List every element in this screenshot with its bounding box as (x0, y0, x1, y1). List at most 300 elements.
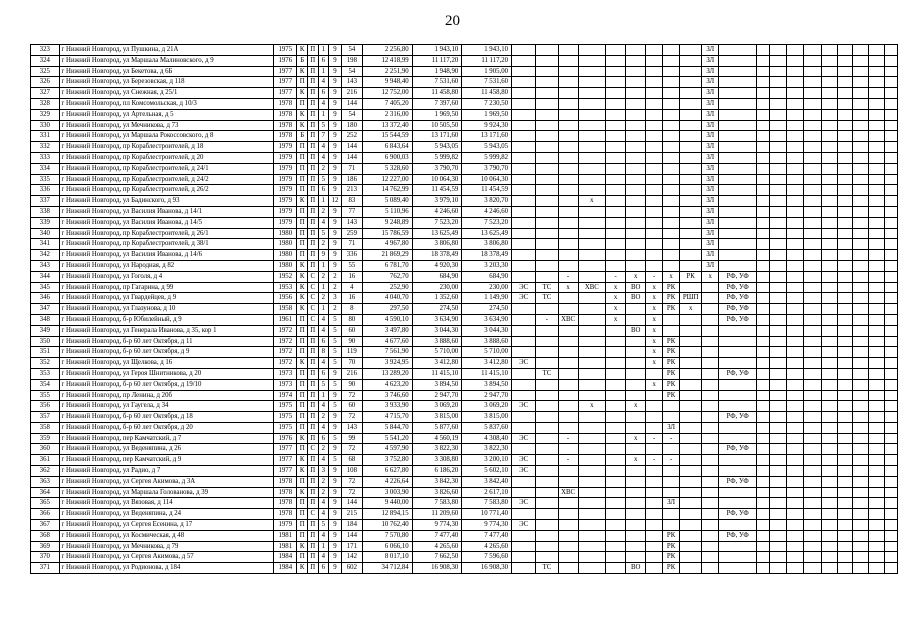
work-type-cell-5 (606, 142, 626, 153)
work-type-cell-20 (885, 66, 898, 77)
total-area-cell: 762,70 (362, 271, 412, 282)
row-number-cell: 337 (31, 196, 60, 207)
work-type-cell-16 (821, 142, 837, 153)
address-cell: г Нижний Новгород, ул Сергея Акимова, д 3А (59, 476, 274, 487)
row-number-cell: 370 (31, 552, 60, 563)
work-type-cell-9 (680, 401, 702, 412)
living-area-cell: 5 877,60 (412, 422, 462, 433)
residential-area-cell: 16 908,30 (462, 563, 512, 574)
total-area-cell: 6 066,10 (362, 541, 412, 552)
work-type-cell-13 (769, 530, 786, 541)
work-type-cell-18 (853, 217, 869, 228)
entrances-cell: 1 (318, 260, 329, 271)
work-type-cell-18 (853, 109, 869, 120)
table-row (31, 217, 898, 228)
work-type-cell-15 (803, 228, 821, 239)
year-built-cell: 1972 (274, 325, 297, 336)
residential-area-cell: 3 806,80 (462, 239, 512, 250)
work-type-cell-4 (578, 66, 605, 77)
work-type-cell-17 (837, 379, 853, 390)
living-area-cell: 230,00 (412, 282, 462, 293)
work-type-cell-8 (663, 77, 680, 88)
entrances-cell: 4 (318, 552, 329, 563)
work-type-cell-6 (626, 250, 646, 261)
table-row (31, 77, 898, 88)
total-area-cell: 6 843,64 (362, 142, 412, 153)
living-area-cell: 4 265,60 (412, 541, 462, 552)
work-type-cell-16 (821, 368, 837, 379)
living-area-cell: 274,50 (412, 304, 462, 315)
work-type-cell-12 (757, 217, 770, 228)
work-type-cell-1 (512, 552, 536, 563)
table-row (31, 120, 898, 131)
year-built-cell: 1977 (274, 66, 297, 77)
work-type-cell-17 (837, 444, 853, 455)
address-cell: г Нижний Новгород, ул Мечникова, д 73 (59, 120, 274, 131)
work-type-cell-19 (869, 520, 885, 531)
work-type-cell-6 (626, 314, 646, 325)
work-type-cell-16 (821, 131, 837, 142)
floor-type-cell: П (307, 239, 318, 250)
work-type-cell-20 (885, 163, 898, 174)
work-type-cell-15 (803, 552, 821, 563)
work-type-cell-10: ЗЛ (702, 260, 719, 271)
residential-area-cell: 10 064,30 (462, 174, 512, 185)
work-type-cell-10: x (702, 271, 719, 282)
floor-type-cell: П (307, 206, 318, 217)
work-type-cell-20 (885, 509, 898, 520)
work-type-cell-11 (719, 552, 757, 563)
work-type-cell-11 (719, 142, 757, 153)
wall-material-cell: П (297, 444, 308, 455)
work-type-cell-20 (885, 530, 898, 541)
floor-type-cell: П (307, 196, 318, 207)
work-type-cell-11: РФ, УФ (719, 271, 757, 282)
work-type-cell-5 (606, 228, 626, 239)
wall-material-cell: П (297, 250, 308, 261)
work-type-cell-15 (803, 509, 821, 520)
total-area-cell: 4 677,60 (362, 336, 412, 347)
floor-type-cell: С (307, 271, 318, 282)
work-type-cell-5 (606, 239, 626, 250)
work-type-cell-4 (578, 487, 605, 498)
work-type-cell-20 (885, 142, 898, 153)
work-type-cell-10 (702, 293, 719, 304)
work-type-cell-17 (837, 304, 853, 315)
work-type-cell-4 (578, 509, 605, 520)
floor-type-cell: П (307, 88, 318, 99)
living-area-cell: 4 246,60 (412, 206, 462, 217)
work-type-cell-16 (821, 260, 837, 271)
residential-area-cell: 3 820,70 (462, 196, 512, 207)
work-type-cell-18 (853, 563, 869, 574)
work-type-cell-12 (757, 250, 770, 261)
floors-cell: 2 (329, 271, 342, 282)
work-type-cell-4 (578, 530, 605, 541)
work-type-cell-8: РК (663, 368, 680, 379)
work-type-cell-18 (853, 444, 869, 455)
work-type-cell-1 (512, 325, 536, 336)
work-type-cell-18 (853, 476, 869, 487)
work-type-cell-13 (769, 131, 786, 142)
floor-type-cell: П (307, 563, 318, 574)
residential-area-cell: 7 596,60 (462, 552, 512, 563)
work-type-cell-15 (803, 185, 821, 196)
work-type-cell-19 (869, 368, 885, 379)
work-type-cell-14 (786, 163, 803, 174)
work-type-cell-20 (885, 206, 898, 217)
apartments-cell: 4 (341, 282, 362, 293)
work-type-cell-2 (536, 228, 558, 239)
work-type-cell-19 (869, 455, 885, 466)
work-type-cell-6: ВО (626, 282, 646, 293)
work-type-cell-18 (853, 487, 869, 498)
work-type-cell-20 (885, 433, 898, 444)
work-type-cell-15 (803, 487, 821, 498)
work-type-cell-4 (578, 552, 605, 563)
total-area-cell: 12 752,00 (362, 88, 412, 99)
work-type-cell-18 (853, 142, 869, 153)
total-area-cell: 2 251,90 (362, 66, 412, 77)
work-type-cell-6 (626, 304, 646, 315)
work-type-cell-7 (646, 498, 663, 509)
work-type-cell-12 (757, 401, 770, 412)
work-type-cell-6 (626, 55, 646, 66)
residential-area-cell: 4 265,60 (462, 541, 512, 552)
residential-area-cell: 2 617,10 (462, 487, 512, 498)
work-type-cell-18 (853, 412, 869, 423)
living-area-cell: 16 908,30 (412, 563, 462, 574)
work-type-cell-13 (769, 520, 786, 531)
work-type-cell-2 (536, 109, 558, 120)
work-type-cell-17 (837, 293, 853, 304)
work-type-cell-2 (536, 401, 558, 412)
work-type-cell-15 (803, 304, 821, 315)
apartments-cell: 60 (341, 401, 362, 412)
work-type-cell-13 (769, 45, 786, 56)
year-built-cell: 1984 (274, 563, 297, 574)
work-type-cell-2 (536, 476, 558, 487)
work-type-cell-10: ЗЛ (702, 131, 719, 142)
work-type-cell-5 (606, 120, 626, 131)
year-built-cell: 1974 (274, 390, 297, 401)
address-cell: г Нижний Новгород, ул Веденяпина, д 24 (59, 509, 274, 520)
living-area-cell: 18 378,49 (412, 250, 462, 261)
work-type-cell-3 (558, 390, 578, 401)
work-type-cell-19 (869, 109, 885, 120)
living-area-cell: 3 044,30 (412, 325, 462, 336)
work-type-cell-6 (626, 206, 646, 217)
entrances-cell: 9 (318, 250, 329, 261)
apartments-cell: 144 (341, 530, 362, 541)
work-type-cell-3 (558, 509, 578, 520)
work-type-cell-16 (821, 109, 837, 120)
living-area-cell: 7 662,50 (412, 552, 462, 563)
work-type-cell-7 (646, 412, 663, 423)
work-type-cell-3 (558, 239, 578, 250)
work-type-cell-7 (646, 476, 663, 487)
total-area-cell: 3 746,60 (362, 390, 412, 401)
work-type-cell-20 (885, 185, 898, 196)
work-type-cell-7 (646, 368, 663, 379)
work-type-cell-4 (578, 304, 605, 315)
living-area-cell: 13 171,60 (412, 131, 462, 142)
work-type-cell-13 (769, 444, 786, 455)
work-type-cell-11 (719, 433, 757, 444)
work-type-cell-11: РФ, УФ (719, 509, 757, 520)
work-type-cell-3 (558, 412, 578, 423)
floors-cell: 9 (329, 552, 342, 563)
entrances-cell: 5 (318, 379, 329, 390)
work-type-cell-18 (853, 466, 869, 477)
work-type-cell-12 (757, 120, 770, 131)
work-type-cell-6 (626, 444, 646, 455)
work-type-cell-12 (757, 228, 770, 239)
work-type-cell-3 (558, 77, 578, 88)
entrances-cell: 3 (318, 466, 329, 477)
work-type-cell-17 (837, 260, 853, 271)
work-type-cell-14 (786, 412, 803, 423)
year-built-cell: 1978 (274, 109, 297, 120)
work-type-cell-5 (606, 466, 626, 477)
work-type-cell-1 (512, 45, 536, 56)
apartments-cell: 144 (341, 142, 362, 153)
floors-cell: 9 (329, 45, 342, 56)
work-type-cell-2: ТС (536, 293, 558, 304)
work-type-cell-20 (885, 325, 898, 336)
work-type-cell-11 (719, 390, 757, 401)
work-type-cell-18 (853, 55, 869, 66)
work-type-cell-18 (853, 325, 869, 336)
work-type-cell-10: ЗЛ (702, 45, 719, 56)
apartments-cell: 80 (341, 314, 362, 325)
work-type-cell-20 (885, 250, 898, 261)
work-type-cell-6 (626, 260, 646, 271)
year-built-cell: 1979 (274, 206, 297, 217)
work-type-cell-1 (512, 206, 536, 217)
row-number-cell: 359 (31, 433, 60, 444)
residential-area-cell: 11 458,80 (462, 88, 512, 99)
work-type-cell-8: ЗЛ (663, 498, 680, 509)
work-type-cell-9 (680, 314, 702, 325)
floor-type-cell: П (307, 476, 318, 487)
work-type-cell-1 (512, 77, 536, 88)
work-type-cell-20 (885, 368, 898, 379)
floor-type-cell: П (307, 530, 318, 541)
work-type-cell-9 (680, 196, 702, 207)
year-built-cell: 1956 (274, 293, 297, 304)
apartments-cell: 72 (341, 476, 362, 487)
table-row (31, 66, 898, 77)
total-area-cell: 5 089,40 (362, 196, 412, 207)
living-area-cell: 11 415,10 (412, 368, 462, 379)
floor-type-cell: П (307, 498, 318, 509)
work-type-cell-1 (512, 336, 536, 347)
work-type-cell-5 (606, 45, 626, 56)
total-area-cell: 10 762,40 (362, 520, 412, 531)
work-type-cell-14 (786, 444, 803, 455)
wall-material-cell: К (297, 487, 308, 498)
work-type-cell-7 (646, 250, 663, 261)
work-type-cell-7 (646, 217, 663, 228)
work-type-cell-2 (536, 509, 558, 520)
floors-cell: 9 (329, 152, 342, 163)
work-type-cell-7 (646, 77, 663, 88)
work-type-cell-1 (512, 304, 536, 315)
work-type-cell-18 (853, 293, 869, 304)
work-type-cell-3 (558, 401, 578, 412)
work-type-cell-5 (606, 196, 626, 207)
work-type-cell-20 (885, 77, 898, 88)
work-type-cell-2 (536, 530, 558, 541)
work-type-cell-19 (869, 271, 885, 282)
table-row (31, 250, 898, 261)
work-type-cell-14 (786, 347, 803, 358)
floor-type-cell: П (307, 45, 318, 56)
work-type-cell-4 (578, 217, 605, 228)
work-type-cell-10: ЗЛ (702, 239, 719, 250)
work-type-cell-15 (803, 379, 821, 390)
work-type-cell-8 (663, 196, 680, 207)
address-cell: г Нижний Новгород, ул Веденяпина, д 26 (59, 444, 274, 455)
year-built-cell: 1978 (274, 120, 297, 131)
work-type-cell-6 (626, 358, 646, 369)
work-type-cell-11 (719, 120, 757, 131)
apartments-cell: 143 (341, 77, 362, 88)
work-type-cell-5 (606, 433, 626, 444)
work-type-cell-2 (536, 271, 558, 282)
work-type-cell-9 (680, 142, 702, 153)
work-type-cell-5 (606, 412, 626, 423)
year-built-cell: 1980 (274, 250, 297, 261)
address-cell: г Нижний Новгород, ул Радио, д 7 (59, 466, 274, 477)
work-type-cell-1 (512, 412, 536, 423)
year-built-cell: 1978 (274, 476, 297, 487)
work-type-cell-13 (769, 88, 786, 99)
work-type-cell-18 (853, 174, 869, 185)
wall-material-cell: П (297, 412, 308, 423)
table-row (31, 509, 898, 520)
work-type-cell-3: ХВС (558, 314, 578, 325)
work-type-cell-6 (626, 347, 646, 358)
work-type-cell-19 (869, 196, 885, 207)
work-type-cell-4 (578, 185, 605, 196)
work-type-cell-17 (837, 196, 853, 207)
year-built-cell: 1975 (274, 45, 297, 56)
floor-type-cell: П (307, 379, 318, 390)
wall-material-cell: К (297, 196, 308, 207)
work-type-cell-18 (853, 314, 869, 325)
work-type-cell-8: РК (663, 336, 680, 347)
floor-type-cell: П (307, 152, 318, 163)
work-type-cell-1 (512, 271, 536, 282)
table-row (31, 563, 898, 574)
work-type-cell-13 (769, 142, 786, 153)
work-type-cell-10 (702, 541, 719, 552)
work-type-cell-14 (786, 293, 803, 304)
work-type-cell-8: РК (663, 379, 680, 390)
work-type-cell-3 (558, 260, 578, 271)
living-area-cell: 2 947,70 (412, 390, 462, 401)
work-type-cell-10 (702, 314, 719, 325)
entrances-cell: 2 (318, 293, 329, 304)
year-built-cell: 1979 (274, 142, 297, 153)
work-type-cell-10: ЗЛ (702, 77, 719, 88)
residential-area-cell: 4 246,60 (462, 206, 512, 217)
residential-area-cell: 7 523,20 (462, 217, 512, 228)
work-type-cell-4 (578, 293, 605, 304)
work-type-cell-6 (626, 422, 646, 433)
work-type-cell-14 (786, 228, 803, 239)
work-type-cell-6 (626, 98, 646, 109)
work-type-cell-8 (663, 325, 680, 336)
work-type-cell-20 (885, 228, 898, 239)
work-type-cell-13 (769, 120, 786, 131)
work-type-cell-16 (821, 455, 837, 466)
work-type-cell-19 (869, 433, 885, 444)
work-type-cell-12 (757, 45, 770, 56)
residential-area-cell: 7 230,50 (462, 98, 512, 109)
year-built-cell: 1952 (274, 271, 297, 282)
work-type-cell-19 (869, 66, 885, 77)
work-type-cell-18 (853, 152, 869, 163)
work-type-cell-17 (837, 206, 853, 217)
work-type-cell-17 (837, 120, 853, 131)
total-area-cell: 8 017,10 (362, 552, 412, 563)
floors-cell: 9 (329, 466, 342, 477)
work-type-cell-20 (885, 196, 898, 207)
work-type-cell-18 (853, 358, 869, 369)
work-type-cell-9 (680, 163, 702, 174)
address-cell: г Нижний Новгород, б-р 60 лет Октября, д 19/10 (59, 379, 274, 390)
work-type-cell-14 (786, 55, 803, 66)
work-type-cell-14 (786, 379, 803, 390)
address-cell: г Нижний Новгород, ул Маршала Голованова, д 39 (59, 487, 274, 498)
living-area-cell: 3 790,70 (412, 163, 462, 174)
year-built-cell: 1981 (274, 541, 297, 552)
work-type-cell-13 (769, 228, 786, 239)
work-type-cell-15 (803, 347, 821, 358)
year-built-cell: 1980 (274, 260, 297, 271)
work-type-cell-12 (757, 206, 770, 217)
apartments-cell: 72 (341, 487, 362, 498)
work-type-cell-20 (885, 131, 898, 142)
apartments-cell: 71 (341, 163, 362, 174)
year-built-cell: 1979 (274, 185, 297, 196)
work-type-cell-20 (885, 541, 898, 552)
entrances-cell: 1 (318, 45, 329, 56)
address-cell: г Нижний Новгород, ул Космическая, д 48 (59, 530, 274, 541)
floors-cell: 9 (329, 174, 342, 185)
wall-material-cell: К (297, 271, 308, 282)
table-row (31, 541, 898, 552)
work-type-cell-20 (885, 347, 898, 358)
wall-material-cell: П (297, 77, 308, 88)
work-type-cell-8 (663, 314, 680, 325)
work-type-cell-12 (757, 347, 770, 358)
work-type-cell-16 (821, 45, 837, 56)
work-type-cell-9 (680, 239, 702, 250)
work-type-cell-8: РК (663, 552, 680, 563)
living-area-cell: 9 774,30 (412, 520, 462, 531)
work-type-cell-1 (512, 563, 536, 574)
work-type-cell-16 (821, 433, 837, 444)
apartments-cell: 16 (341, 293, 362, 304)
row-number-cell: 354 (31, 379, 60, 390)
work-type-cell-6 (626, 185, 646, 196)
work-type-cell-6 (626, 228, 646, 239)
residential-area-cell: 3 634,90 (462, 314, 512, 325)
